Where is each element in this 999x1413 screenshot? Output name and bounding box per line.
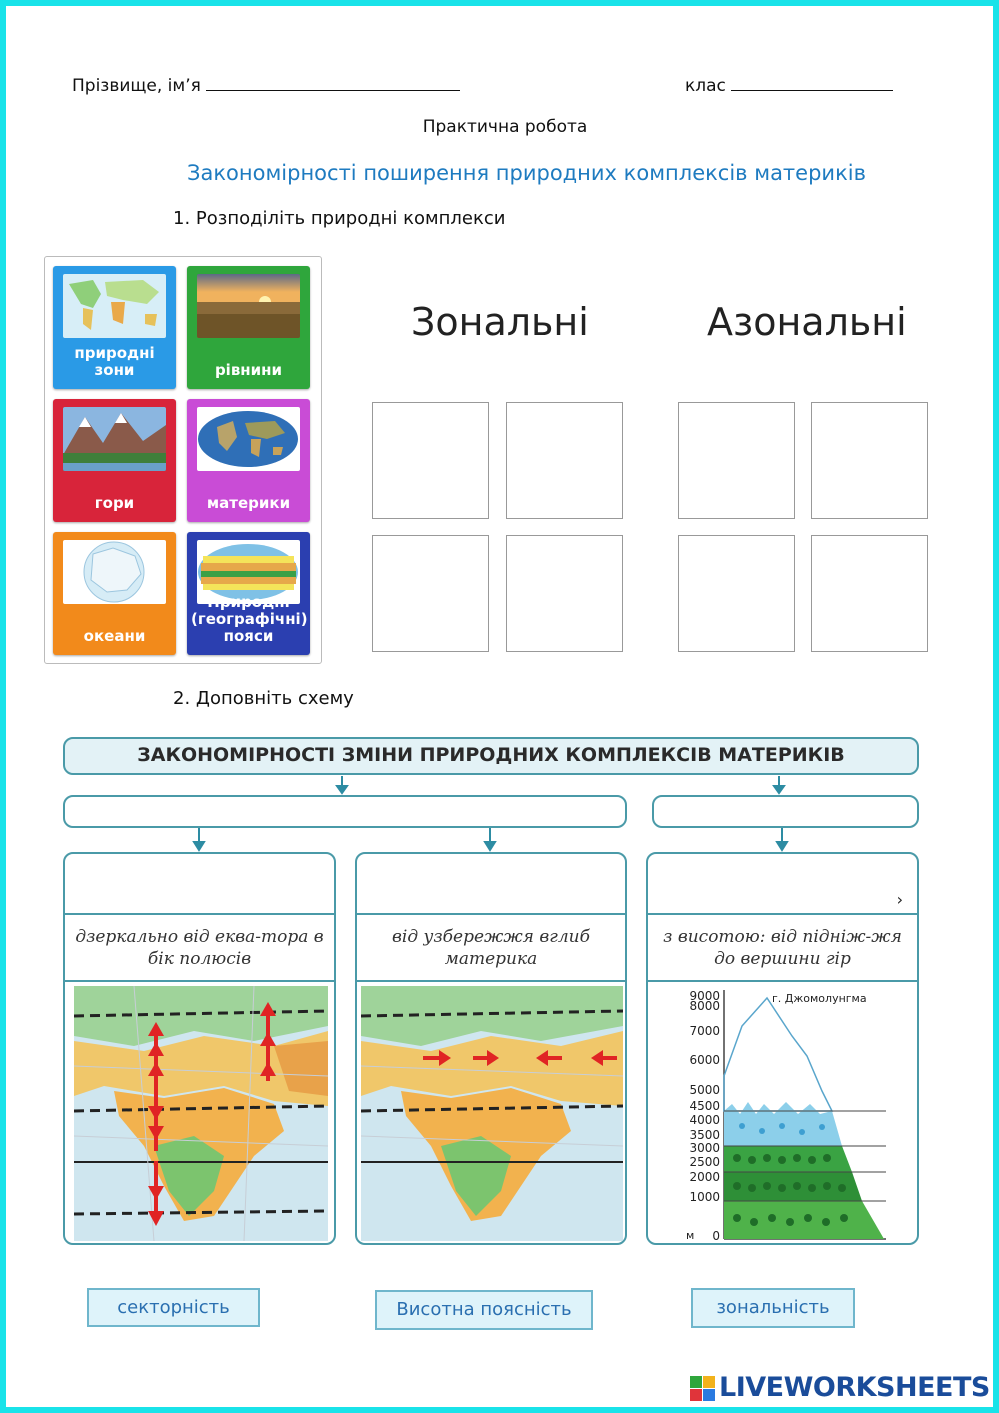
altitude-tick: 4500 bbox=[689, 1099, 720, 1113]
tile-label: природні зони bbox=[74, 344, 155, 379]
col3-description: з висотою: від підніж-жя до вершини гір bbox=[663, 927, 902, 969]
answer-chip-3[interactable]: зональність bbox=[691, 1288, 855, 1328]
altitude-tick: 9000 bbox=[689, 989, 720, 1003]
work-type: Практична робота bbox=[422, 117, 588, 137]
task2-text: 2. Доповніть схему bbox=[173, 688, 354, 709]
class-label: клас bbox=[685, 76, 726, 96]
tile-label: рівнини bbox=[214, 361, 283, 379]
tile-label: материки bbox=[206, 494, 291, 512]
name-label: Прізвище, ім’я bbox=[72, 76, 201, 96]
page-title: Закономірності поширення природних комплексів материків bbox=[187, 161, 866, 185]
tile-label: Природні (географічні) пояси bbox=[191, 593, 308, 645]
answer-chip-1[interactable]: секторність bbox=[87, 1288, 260, 1327]
map-sectorality bbox=[361, 986, 623, 1241]
altitude-tick: 3500 bbox=[689, 1128, 720, 1142]
scheme-col-sectorality bbox=[355, 852, 627, 1245]
altitude-tick: 1000 bbox=[689, 1190, 720, 1204]
liveworksheets-logo-text: LIVEWORKSHEETS bbox=[719, 1372, 990, 1403]
altitude-tick: 3000 bbox=[689, 1141, 720, 1155]
altitude-tick: 2000 bbox=[689, 1170, 720, 1184]
altitude-tick: 2500 bbox=[689, 1155, 720, 1169]
altitude-tick: 7000 bbox=[689, 1024, 720, 1038]
col2-description: від узбережжя вглиб материка bbox=[392, 927, 590, 969]
col1-description: дзеркально від еква-тора в бік полюсів bbox=[75, 927, 324, 969]
altitude-tick: 0 bbox=[712, 1229, 720, 1242]
altitude-tick: 4000 bbox=[689, 1113, 720, 1127]
answer-chip-2[interactable]: Висотна поясність bbox=[375, 1290, 593, 1330]
scheme-col-zonality bbox=[63, 852, 336, 1245]
altitude-tick: 6000 bbox=[689, 1053, 720, 1067]
altitude-profile bbox=[682, 986, 888, 1242]
scheme-answer-left[interactable] bbox=[63, 795, 627, 828]
tile-label: океани bbox=[83, 627, 146, 645]
liveworksheets-logo-icon bbox=[690, 1376, 716, 1402]
mountain-label: г. Джомолунгма bbox=[772, 992, 867, 1005]
tile-label: гори bbox=[94, 494, 135, 512]
col3-mark: › bbox=[896, 890, 903, 909]
scheme-col-altitudinal bbox=[646, 852, 919, 1245]
scheme-title: ЗАКОНОМІРНОСТІ ЗМІНИ ПРИРОДНИХ КОМПЛЕКСІВ МАТЕРИКІВ bbox=[63, 737, 919, 775]
altitude-tick: 8000 bbox=[689, 999, 720, 1013]
axis-unit: м bbox=[686, 1229, 695, 1242]
task1-text: 1. Розподіліть природні комплекси bbox=[173, 208, 506, 229]
azonal-heading: Азональні bbox=[707, 300, 907, 344]
zonal-heading: Зональні bbox=[411, 300, 589, 344]
altitude-tick: 5000 bbox=[689, 1083, 720, 1097]
map-zonality bbox=[74, 986, 328, 1241]
scheme-answer-right[interactable] bbox=[652, 795, 919, 828]
